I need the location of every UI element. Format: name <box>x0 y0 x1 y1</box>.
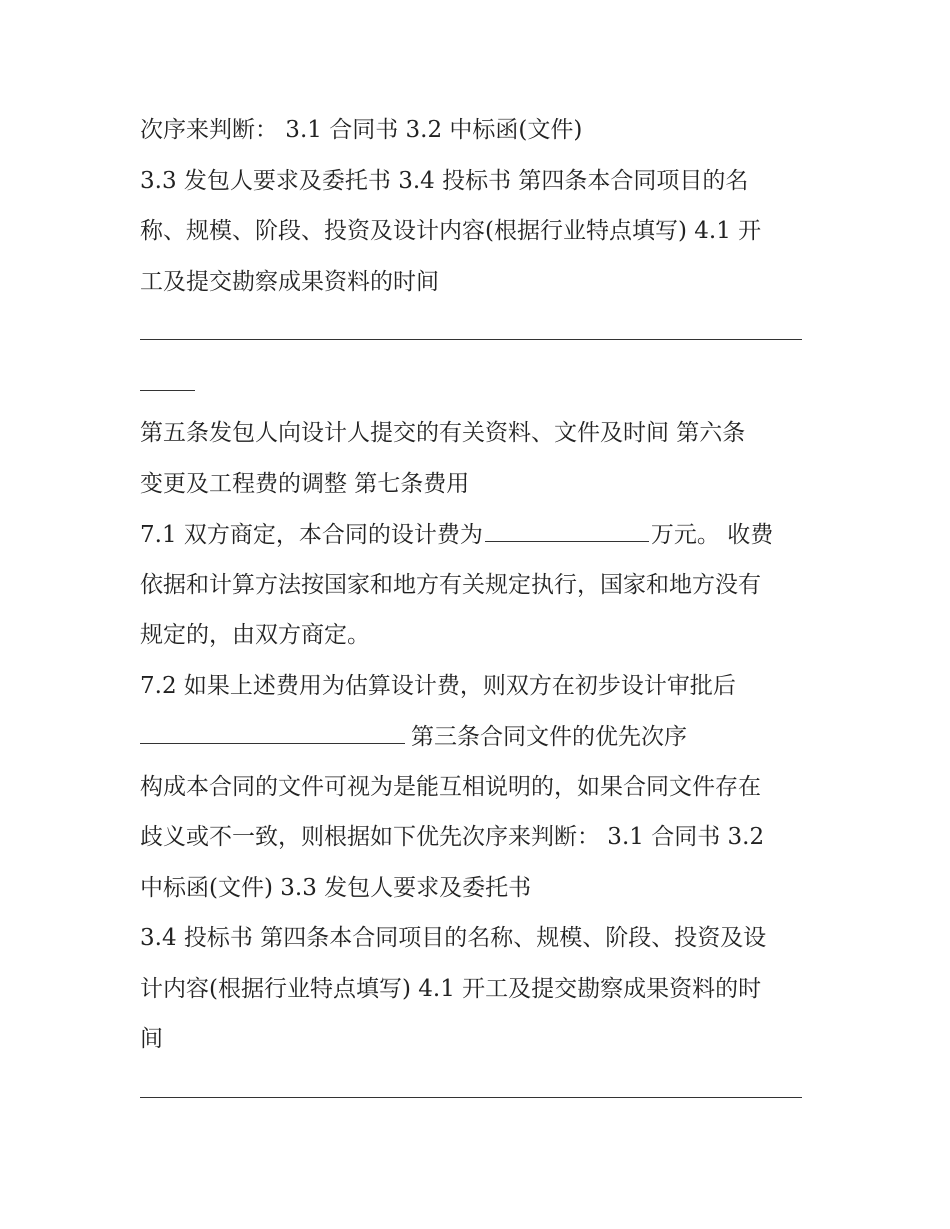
clause3-line <box>140 717 950 768</box>
text-line: 7.2 如果上述费用为估算设计费，则双方在初步设计审批后 <box>140 672 736 699</box>
text-line: 歧义或不一致，则根据如下优先次序来判断： 3.1 合同书 3.2 <box>140 824 765 850</box>
text-line: 次序来判断： 3.1 合同书 3.2 中标函(文件) <box>140 117 583 143</box>
text-line: 工及提交勘察成果资料的时间 <box>140 268 439 295</box>
fill-blank <box>140 313 802 340</box>
fill-blank <box>140 717 405 744</box>
text-line: 中标函(文件) 3.3 发包人要求及委托书 <box>140 874 532 901</box>
text-line: 计内容(根据行业特点填写) 4.1 开工及提交勘察成果资料的时 <box>140 975 762 1002</box>
text-line: 3.4 投标书 第四条本合同项目的名称、规模、阶段、投资及设 <box>140 925 767 951</box>
blank-line <box>140 364 950 415</box>
text-line: 称、规模、阶段、投资及设计内容(根据行业特点填写) 4.1 开 <box>140 218 762 244</box>
clause3-heading: 第三条合同文件的优先次序 <box>411 724 687 750</box>
text-line: 依据和计算方法按国家和地方有关规定执行，国家和地方没有 <box>140 571 761 598</box>
text-line: 规定的，由双方商定。 <box>140 622 370 648</box>
text-line: 间 <box>140 1026 163 1052</box>
fill-blank <box>140 364 195 391</box>
fee-text-before: 7.1 双方商定，本合同的设计费为 <box>140 522 483 548</box>
text-line: 构成本合同的文件可视为是能互相说明的，如果合同文件存在 <box>140 773 761 800</box>
fee-blank <box>485 515 649 542</box>
fee-line <box>140 515 950 566</box>
fee-text-after: 万元。 收费 <box>650 522 774 548</box>
blank-line <box>140 313 950 364</box>
fill-blank <box>140 1071 802 1098</box>
blank-line <box>140 1071 950 1122</box>
text-line: 3.3 发包人要求及委托书 3.4 投标书 第四条本合同项目的名 <box>140 167 749 194</box>
text-line: 变更及工程费的调整 第七条费用 <box>140 470 470 497</box>
text-line: 第五条发包人向设计人提交的有关资料、文件及时间 第六条 <box>140 420 746 446</box>
